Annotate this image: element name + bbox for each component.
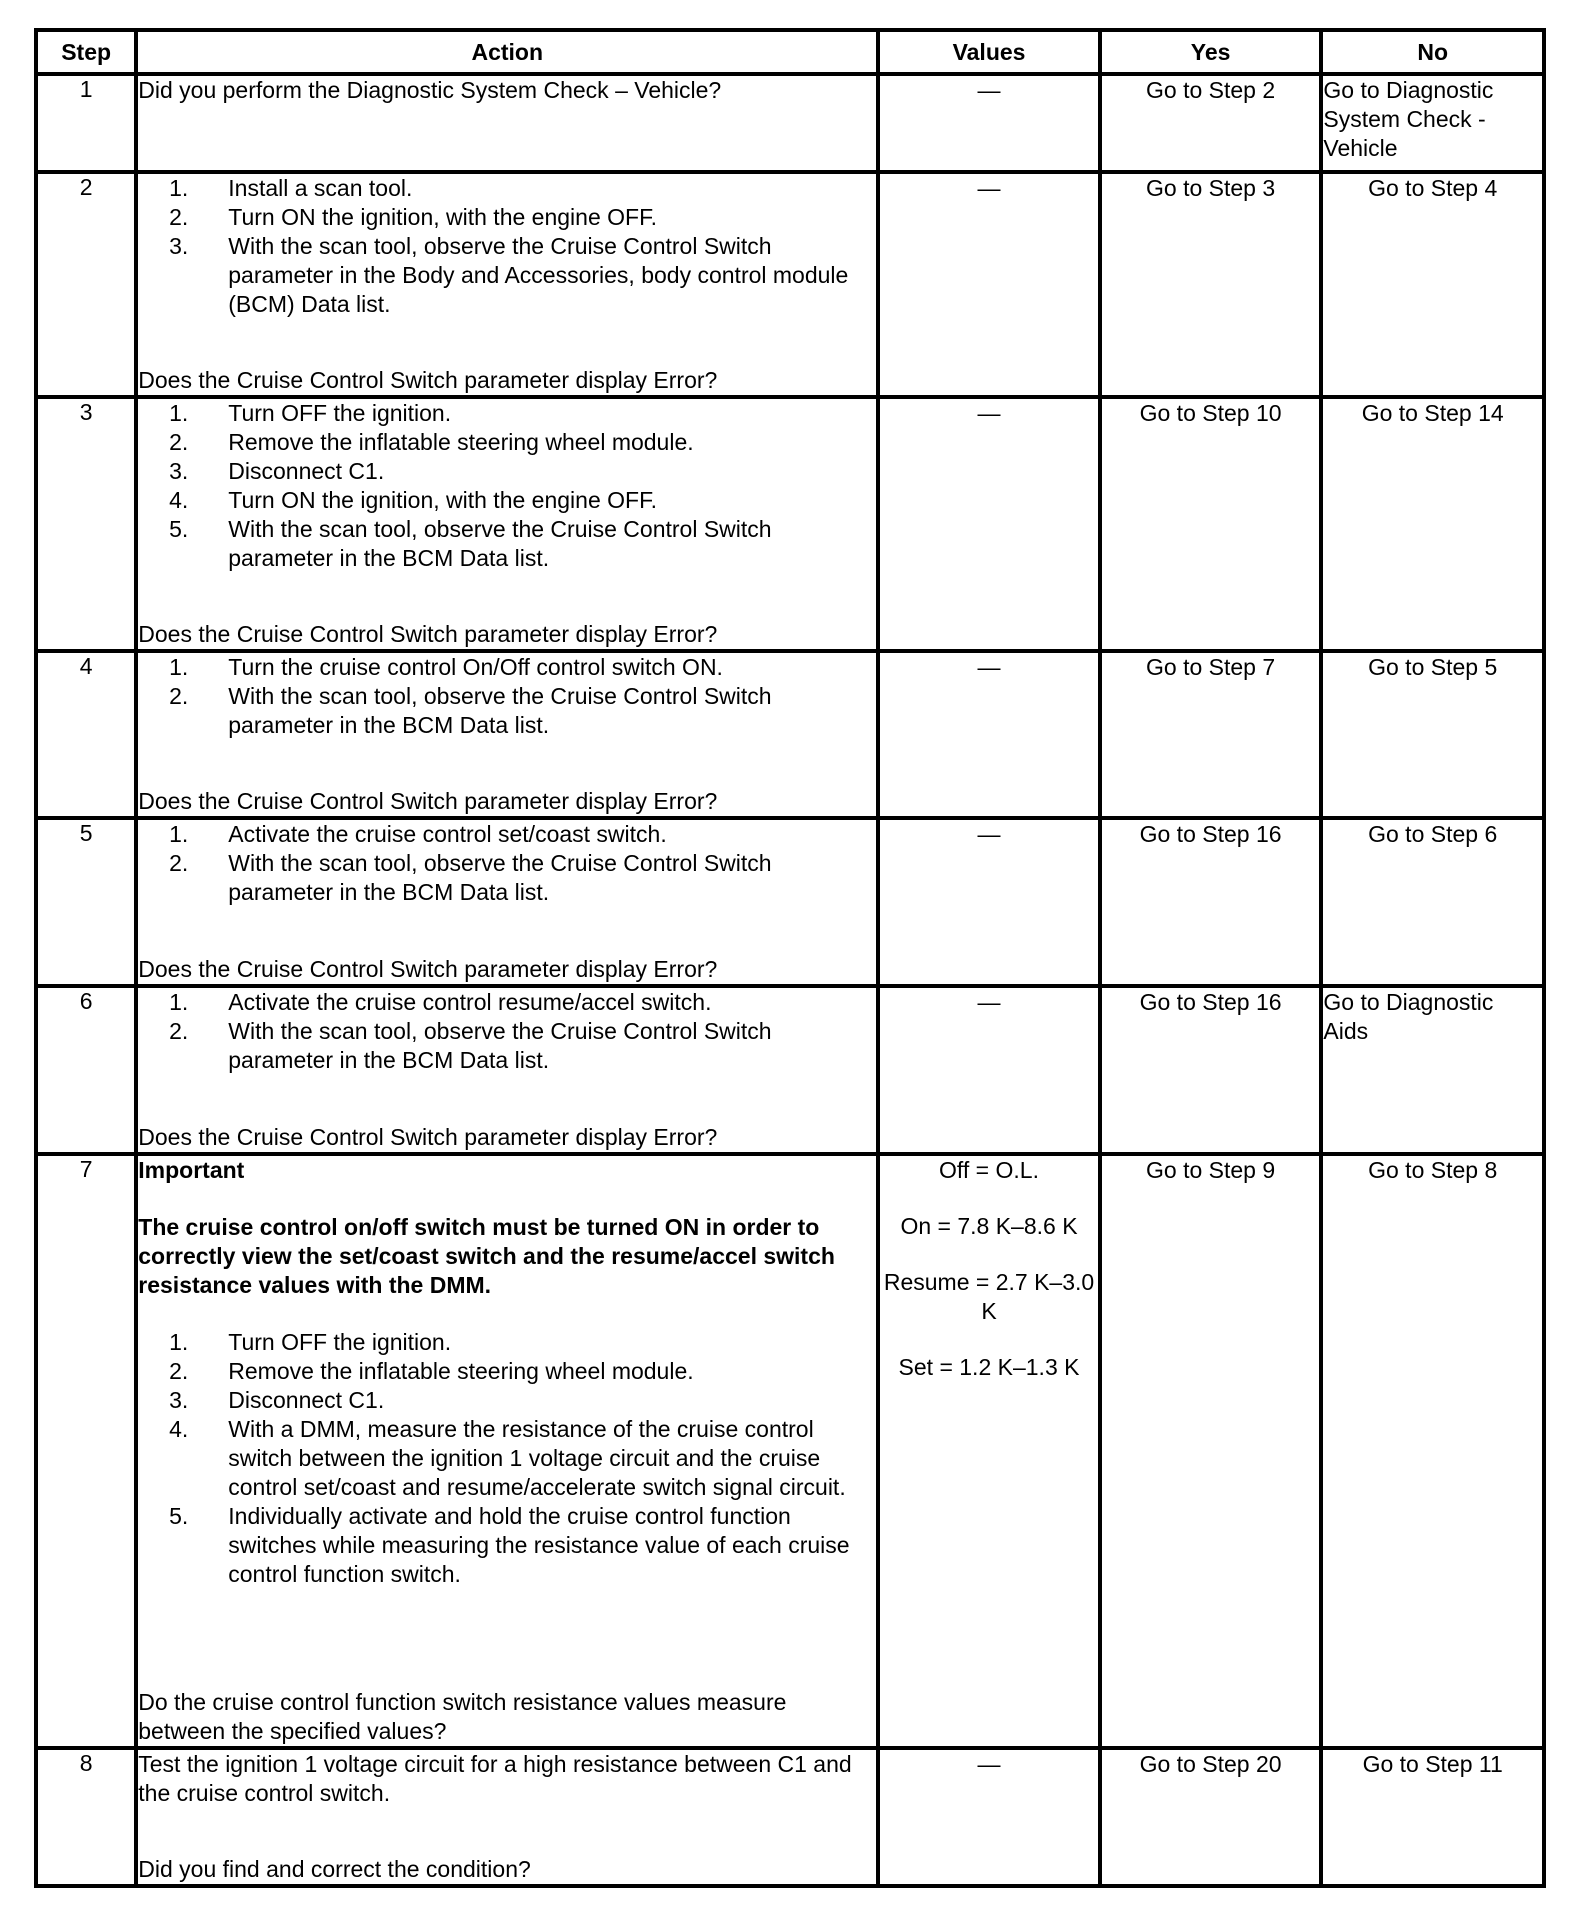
important-title: Important — [138, 1157, 245, 1183]
action-question: Does the Cruise Control Switch parameter display Error? — [138, 1124, 718, 1150]
no-cell: Go to Step 14 — [1321, 397, 1544, 651]
header-row — [36, 30, 1544, 74]
action-cell — [136, 74, 878, 172]
list-item: 1. Activate the cruise control set/coast switch. — [169, 821, 667, 847]
list-item: 2. Turn ON the ignition, with the engine OFF. — [169, 204, 657, 230]
list-item: 5. Individually activate and hold the cruise control function switches while measuring the resistance value of each cruise control function switch. — [169, 1503, 850, 1587]
list-item: 1. Turn OFF the ignition. — [169, 400, 452, 426]
no-cell: Go to Diagnostic System Check - Vehicle — [1321, 74, 1544, 172]
action-cell — [136, 1154, 878, 1748]
action-cell — [136, 986, 878, 1154]
no-cell: Go to Step 5 — [1321, 651, 1544, 818]
action-steps-list — [138, 399, 876, 573]
action-steps-list — [138, 988, 876, 1075]
action-text: Did you perform the Diagnostic System Check – Vehicle? — [138, 77, 722, 103]
action-cell — [136, 397, 878, 651]
action-cell — [136, 1748, 878, 1886]
list-item: 2. Remove the inflatable steering wheel module. — [169, 429, 694, 455]
table-row-step-8 — [36, 1748, 1544, 1886]
no-cell: Go to Step 6 — [1321, 818, 1544, 986]
header-no: No — [1321, 30, 1544, 74]
yes-cell: Go to Step 3 — [1100, 172, 1322, 397]
table-row-step-4 — [36, 651, 1544, 818]
list-item: 1. Turn OFF the ignition. — [169, 1329, 452, 1355]
values-cell: — — [878, 172, 1100, 397]
values-cell: — — [878, 397, 1100, 651]
action-steps-list — [138, 653, 876, 740]
yes-cell: Go to Step 20 — [1100, 1748, 1322, 1886]
step-number: 1 — [36, 74, 136, 172]
list-item: 2. With the scan tool, observe the Cruise Control Switch parameter in the BCM Data list. — [169, 1018, 772, 1073]
list-item: 2. Remove the inflatable steering wheel module. — [169, 1358, 694, 1384]
table-row-step-1 — [36, 74, 1544, 172]
step-number: 4 — [36, 651, 136, 818]
action-question: Does the Cruise Control Switch parameter display Error? — [138, 956, 718, 982]
yes-cell: Go to Step 16 — [1100, 986, 1322, 1154]
values-cell: — — [878, 1748, 1100, 1886]
no-cell: Go to Diagnostic Aids — [1321, 986, 1544, 1154]
step-number: 3 — [36, 397, 136, 651]
yes-cell: Go to Step 16 — [1100, 818, 1322, 986]
table-row-step-3 — [36, 397, 1544, 651]
header-values: Values — [878, 30, 1100, 74]
list-item: 3. With the scan tool, observe the Cruise Control Switch parameter in the Body and Accessories, body control module (BCM) Data list. — [169, 233, 849, 317]
yes-cell: Go to Step 7 — [1100, 651, 1322, 818]
list-item: 5. With the scan tool, observe the Cruise Control Switch parameter in the BCM Data list. — [169, 516, 772, 571]
action-cell — [136, 818, 878, 986]
step-number: 7 — [36, 1154, 136, 1748]
values-cell: — — [878, 74, 1100, 172]
step-number: 8 — [36, 1748, 136, 1886]
list-item: 2. With the scan tool, observe the Cruise Control Switch parameter in the BCM Data list. — [169, 850, 772, 905]
no-cell: Go to Step 11 — [1321, 1748, 1544, 1886]
values-cell — [878, 1154, 1100, 1748]
no-cell: Go to Step 8 — [1321, 1154, 1544, 1748]
table-row-step-6 — [36, 986, 1544, 1154]
no-cell: Go to Step 4 — [1321, 172, 1544, 397]
values-cell: — — [878, 818, 1100, 986]
action-question: Did you find and correct the condition? — [138, 1856, 531, 1882]
values-cell: — — [878, 651, 1100, 818]
yes-cell: Go to Step 10 — [1100, 397, 1322, 651]
yes-cell: Go to Step 2 — [1100, 74, 1322, 172]
yes-cell: Go to Step 9 — [1100, 1154, 1322, 1748]
important-text: The cruise control on/off switch must be turned ON in order to correctly view the set/coast switch and the resume/accel switch resistance values with the DMM. — [138, 1214, 835, 1298]
action-question: Does the Cruise Control Switch parameter display Error? — [138, 367, 718, 393]
list-item: 1. Install a scan tool. — [169, 175, 413, 201]
step-number: 2 — [36, 172, 136, 397]
diagnostic-table — [34, 28, 1546, 1888]
list-item: 3. Disconnect C1. — [169, 1387, 385, 1413]
action-steps-list — [138, 1328, 876, 1589]
value-resume: Resume = 2.7 K–3.0 K — [883, 1269, 1095, 1324]
list-item: 3. Disconnect C1. — [169, 458, 385, 484]
table-row-step-5 — [36, 818, 1544, 986]
list-item: 2. With the scan tool, observe the Cruise Control Switch parameter in the BCM Data list. — [169, 683, 772, 738]
list-item: 4. Turn ON the ignition, with the engine OFF. — [169, 487, 657, 513]
action-steps-list — [138, 820, 876, 907]
action-steps-list — [138, 174, 876, 319]
step-number: 5 — [36, 818, 136, 986]
list-item: 1. Turn the cruise control On/Off control switch ON. — [169, 654, 723, 680]
action-cell — [136, 172, 878, 397]
action-question: Does the Cruise Control Switch parameter display Error? — [138, 621, 718, 647]
header-yes: Yes — [1100, 30, 1322, 74]
list-item: 4. With a DMM, measure the resistance of the cruise control switch between the ignition 1 voltage circuit and the cruise control set/coast and resume/accelerate switch signal circuit. — [169, 1416, 846, 1500]
values-cell: — — [878, 986, 1100, 1154]
list-item: 1. Activate the cruise control resume/accel switch. — [169, 989, 712, 1015]
action-question: Does the Cruise Control Switch parameter display Error? — [138, 788, 718, 814]
header-step: Step — [36, 30, 136, 74]
action-cell — [136, 651, 878, 818]
value-on: On = 7.8 K–8.6 K — [900, 1213, 1078, 1239]
value-off: Off = O.L. — [939, 1157, 1039, 1183]
value-set: Set = 1.2 K–1.3 K — [898, 1354, 1080, 1380]
table-row-step-2 — [36, 172, 1544, 397]
action-question: Do the cruise control function switch resistance values measure between the specified values? — [138, 1689, 787, 1744]
action-text: Test the ignition 1 voltage circuit for a high resistance between C1 and the cruise control switch. — [138, 1751, 852, 1806]
table-row-step-7 — [36, 1154, 1544, 1748]
step-number: 6 — [36, 986, 136, 1154]
header-action: Action — [136, 30, 878, 74]
